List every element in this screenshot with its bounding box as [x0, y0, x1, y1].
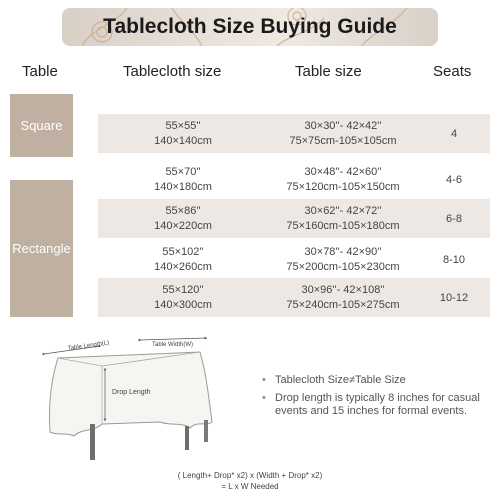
seats-cell: 6-8 [446, 212, 462, 225]
table-row [98, 199, 490, 238]
list-item: • Tablecloth Size≠Table Size [262, 374, 406, 386]
table-row [98, 240, 490, 279]
seats-cell: 10-12 [439, 291, 469, 304]
table-row [98, 160, 490, 199]
bullet-icon: • [262, 374, 266, 386]
header-table: Table [22, 63, 58, 80]
table-size-cell: 30×62''- 42×72'' 75×160cm-105×180cm [286, 204, 400, 232]
page-title: Tablecloth Size Buying Guide [103, 15, 397, 38]
table-size-cell: 30×96''- 42×108'' 75×240cm-105×275cm [286, 283, 400, 311]
tablecloth-size-cell: 55×102'' 140×260cm [154, 245, 212, 273]
tablecloth-size-cell: 55×55'' 140×140cm [154, 119, 212, 147]
table-size-cell: 30×78''- 42×90'' 75×200cm-105×230cm [286, 245, 400, 273]
list-item: • Drop length is typically 8 inches for casual events and 15 inches for formal events. [262, 392, 480, 417]
table-size-cell: 30×48''- 42×60'' 75×120cm-105×150cm [286, 165, 400, 193]
notes-list [262, 374, 492, 423]
size-formula: ( Length+ Drop* x2) x (Width + Drop* x2) = L x W Needed [177, 471, 323, 491]
tablecloth-size-cell: 55×120'' 140×300cm [154, 283, 212, 311]
table-row [98, 278, 490, 317]
header-tablecloth-size: Tablecloth size [123, 63, 222, 80]
header-seats: Seats [433, 63, 472, 80]
title-banner [62, 8, 438, 46]
seats-cell: 4 [450, 127, 458, 140]
tablecloth-diagram [30, 332, 230, 467]
table-width-label: Table Width(W) [152, 342, 194, 348]
bullet-icon: • [262, 392, 266, 404]
header-table-size: Table size [295, 63, 362, 80]
tablecloth-size-cell: 55×86'' 140×220cm [154, 204, 212, 232]
drop-length-label: Drop Length [112, 389, 151, 396]
seats-cell: 8-10 [442, 253, 466, 266]
table-row [98, 114, 490, 153]
tablecloth-size-cell: 55×70'' 140×180cm [154, 165, 212, 193]
table-length-label: Table Length(L) [67, 340, 110, 352]
table-size-cell: 30×30''- 42×42'' 75×75cm-105×105cm [289, 119, 397, 147]
category-rectangle: Rectangle [10, 180, 73, 317]
seats-cell: 4-6 [446, 173, 462, 186]
category-square: Square [10, 94, 73, 157]
